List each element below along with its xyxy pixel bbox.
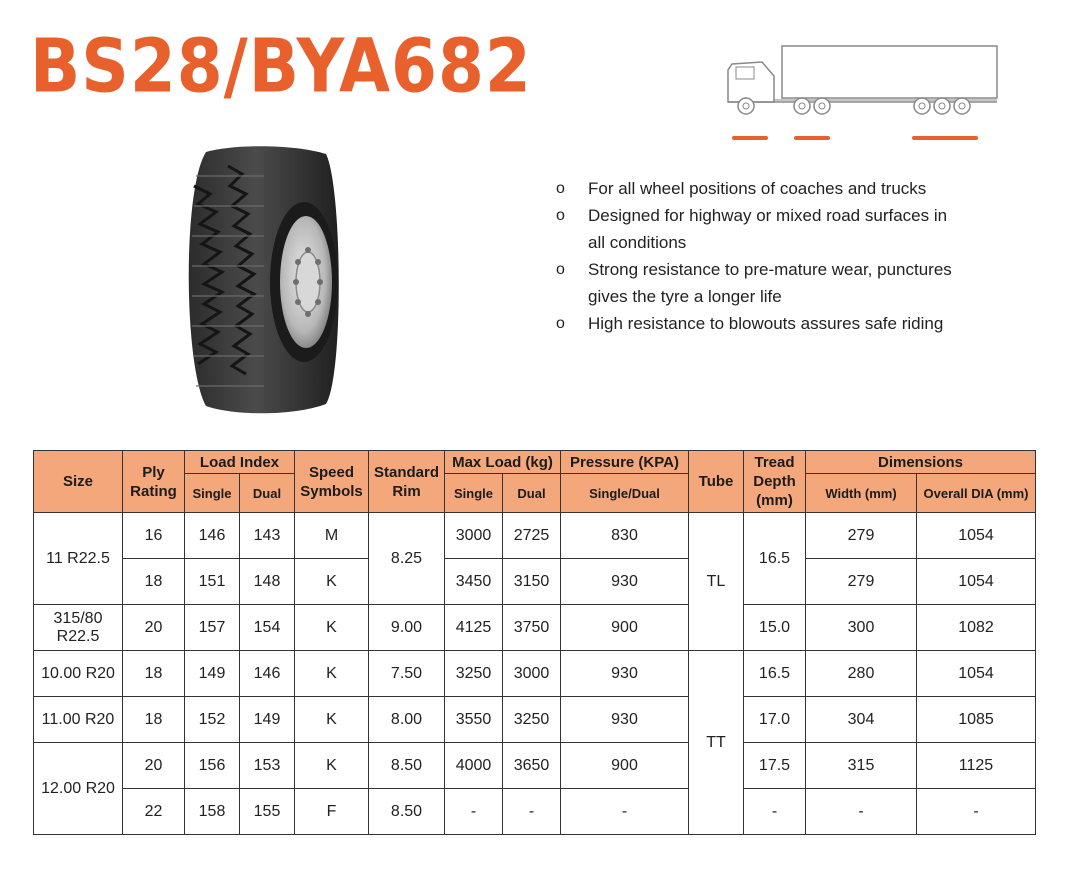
table-row	[34, 697, 1036, 743]
cell-size: 315/80 R22.5	[34, 605, 123, 651]
cell-pressure: 930	[561, 697, 689, 743]
header-speed-symbols: Speed Symbols	[295, 451, 369, 513]
cell-max-dual: 3250	[503, 697, 561, 743]
cell-width: 279	[806, 559, 917, 605]
cell-rim: 9.00	[369, 605, 445, 651]
cell-ply: 20	[123, 743, 185, 789]
header-tread-depth: Tread Depth (mm)	[744, 451, 806, 513]
truck-icon	[722, 40, 1007, 150]
cell-load-single: 146	[185, 513, 240, 559]
table-row	[34, 789, 1036, 835]
cell-max-single: 3450	[445, 559, 503, 605]
header-dimensions: Dimensions	[806, 451, 1036, 474]
cell-max-single: 3250	[445, 651, 503, 697]
cell-load-dual: 143	[240, 513, 295, 559]
subheader-max-single: Single	[445, 474, 503, 513]
header-ply-rating: Ply Rating	[123, 451, 185, 513]
table-row	[34, 513, 1036, 559]
cell-dia: 1054	[917, 513, 1036, 559]
bullet-icon: o	[556, 315, 565, 332]
cell-width: 315	[806, 743, 917, 789]
subheader-load-single: Single	[185, 474, 240, 513]
cell-tread: 15.0	[744, 605, 806, 651]
cell-dia: 1054	[917, 559, 1036, 605]
cell-max-dual: -	[503, 789, 561, 835]
cell-pressure: 930	[561, 651, 689, 697]
cell-speed: K	[295, 651, 369, 697]
cell-rim: 7.50	[369, 651, 445, 697]
header-tube: Tube	[689, 451, 744, 513]
cell-ply: 22	[123, 789, 185, 835]
cell-speed: K	[295, 697, 369, 743]
cell-size: 12.00 R20	[34, 743, 123, 835]
table-row	[34, 605, 1036, 651]
cell-width: 300	[806, 605, 917, 651]
subheader-overall-dia: Overall DIA (mm)	[917, 474, 1036, 513]
cell-load-dual: 149	[240, 697, 295, 743]
cell-max-single: 4125	[445, 605, 503, 651]
cell-pressure: 900	[561, 743, 689, 789]
header-max-load: Max Load (kg)	[445, 451, 561, 474]
cell-size: 11.00 R20	[34, 697, 123, 743]
cell-speed: F	[295, 789, 369, 835]
cell-pressure: 930	[561, 559, 689, 605]
cell-pressure: -	[561, 789, 689, 835]
cell-tube: TT	[689, 651, 744, 835]
bullet-icon: o	[556, 261, 565, 278]
header-load-index: Load Index	[185, 451, 295, 474]
cell-tread: 16.5	[744, 513, 806, 605]
cell-load-single: 151	[185, 559, 240, 605]
cell-speed: K	[295, 743, 369, 789]
cell-max-dual: 3650	[503, 743, 561, 789]
cell-dia: 1085	[917, 697, 1036, 743]
cell-pressure: 830	[561, 513, 689, 559]
cell-width: 304	[806, 697, 917, 743]
feature-item: o High resistance to blowouts assures safe riding	[552, 310, 952, 337]
cell-tread: -	[744, 789, 806, 835]
cell-size: 11 R22.5	[34, 513, 123, 605]
tyre-icon	[176, 146, 346, 414]
cell-max-dual: 2725	[503, 513, 561, 559]
cell-width: -	[806, 789, 917, 835]
cell-pressure: 900	[561, 605, 689, 651]
cell-rim: 8.00	[369, 697, 445, 743]
header-size: Size	[34, 451, 123, 513]
cell-load-dual: 153	[240, 743, 295, 789]
cell-load-dual: 146	[240, 651, 295, 697]
feature-item: o For all wheel positions of coaches and trucks	[552, 175, 952, 202]
cell-max-dual: 3750	[503, 605, 561, 651]
cell-speed: M	[295, 513, 369, 559]
cell-load-dual: 148	[240, 559, 295, 605]
cell-load-single: 156	[185, 743, 240, 789]
cell-load-single: 158	[185, 789, 240, 835]
spec-table	[33, 450, 1036, 835]
cell-tread: 17.5	[744, 743, 806, 789]
cell-width: 280	[806, 651, 917, 697]
header-pressure: Pressure (KPA)	[561, 451, 689, 474]
bullet-icon: o	[556, 207, 565, 224]
cell-tube: TL	[689, 513, 744, 651]
cell-width: 279	[806, 513, 917, 559]
cell-rim: 8.50	[369, 743, 445, 789]
header-standard-rim: Standard Rim	[369, 451, 445, 513]
cell-dia: 1054	[917, 651, 1036, 697]
feature-item: o Designed for highway or mixed road surfaces in all conditions	[552, 202, 952, 256]
cell-load-single: 149	[185, 651, 240, 697]
feature-list	[552, 175, 952, 337]
cell-ply: 18	[123, 651, 185, 697]
cell-ply: 20	[123, 605, 185, 651]
cell-load-dual: 155	[240, 789, 295, 835]
cell-ply: 18	[123, 697, 185, 743]
cell-rim: 8.50	[369, 789, 445, 835]
product-title: BS28/BYA682	[30, 23, 532, 110]
subheader-max-dual: Dual	[503, 474, 561, 513]
cell-dia: -	[917, 789, 1036, 835]
cell-load-single: 157	[185, 605, 240, 651]
cell-speed: K	[295, 605, 369, 651]
cell-max-dual: 3150	[503, 559, 561, 605]
subheader-load-dual: Dual	[240, 474, 295, 513]
subheader-width: Width (mm)	[806, 474, 917, 513]
cell-dia: 1082	[917, 605, 1036, 651]
feature-item: o Strong resistance to pre-mature wear, punctures gives the tyre a longer life	[552, 256, 952, 310]
cell-max-single: 4000	[445, 743, 503, 789]
cell-rim: 8.25	[369, 513, 445, 605]
cell-ply: 16	[123, 513, 185, 559]
cell-speed: K	[295, 559, 369, 605]
cell-dia: 1125	[917, 743, 1036, 789]
bullet-icon: o	[556, 180, 565, 197]
cell-max-single: -	[445, 789, 503, 835]
table-row	[34, 559, 1036, 605]
cell-load-single: 152	[185, 697, 240, 743]
table-row	[34, 651, 1036, 697]
cell-max-single: 3000	[445, 513, 503, 559]
table-row	[34, 743, 1036, 789]
cell-size: 10.00 R20	[34, 651, 123, 697]
cell-max-single: 3550	[445, 697, 503, 743]
cell-tread: 17.0	[744, 697, 806, 743]
cell-ply: 18	[123, 559, 185, 605]
cell-load-dual: 154	[240, 605, 295, 651]
cell-tread: 16.5	[744, 651, 806, 697]
subheader-pressure-single-dual: Single/Dual	[561, 474, 689, 513]
cell-max-dual: 3000	[503, 651, 561, 697]
